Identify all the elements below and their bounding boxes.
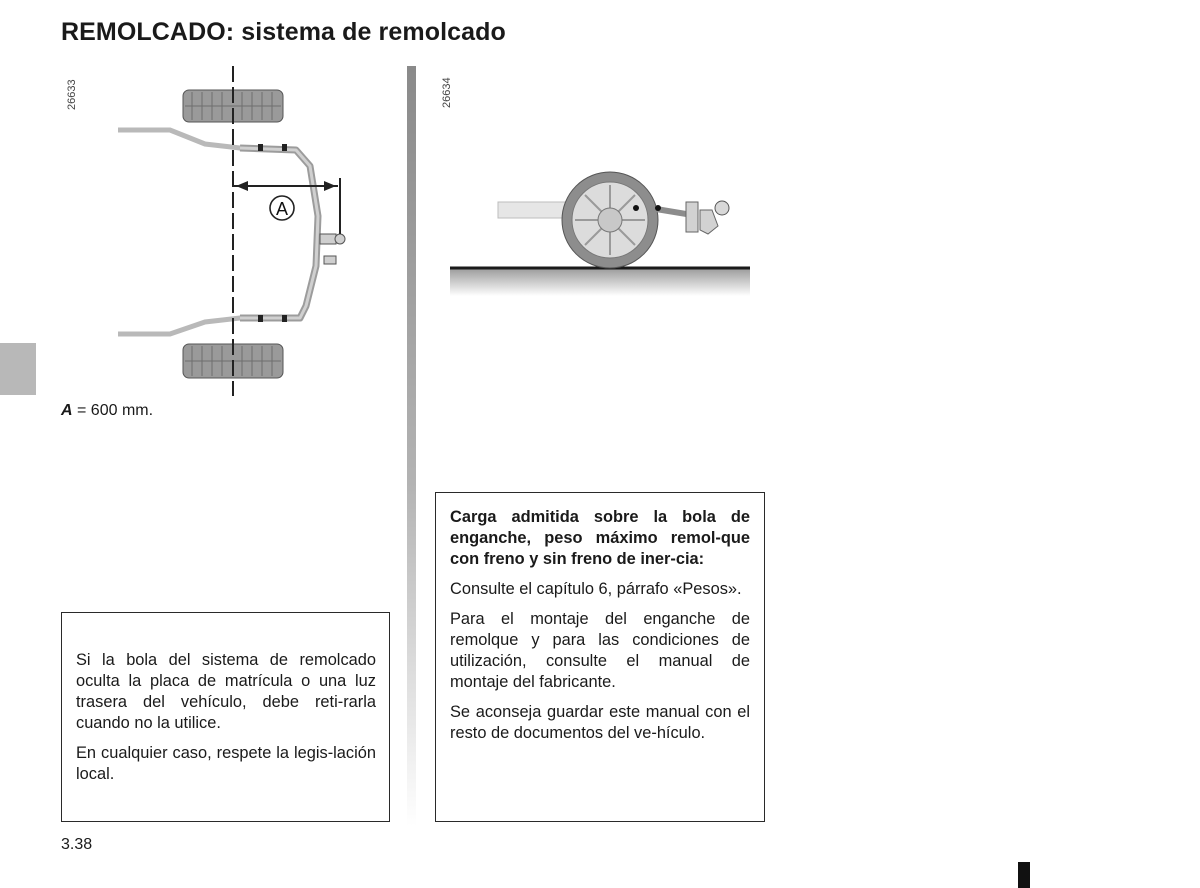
dimension-note xyxy=(61,402,153,420)
info-paragraph: Para el montaje del enganche de remolque y para las condiciones de utilización, consulte el manual de montaje del fabricante. xyxy=(450,610,750,691)
callout-a-label: A xyxy=(275,199,289,219)
tow-bar-top-view-diagram xyxy=(110,66,370,396)
info-paragraph: Consulte el capítulo 6, párrafo «Pesos». xyxy=(450,580,742,598)
info-box-towing-loads xyxy=(435,492,765,822)
page-title: REMOLCADO: sistema de remolcado xyxy=(61,18,506,46)
page-edge-marker xyxy=(1018,862,1030,888)
page-number: 3.38 xyxy=(61,836,93,853)
figure-code-26633: 26633 xyxy=(66,79,78,110)
wheel-icon xyxy=(562,172,658,268)
info-box-tow-ball-removal xyxy=(61,612,390,822)
dimension-label: A xyxy=(61,402,73,419)
info-box-heading: Carga admitida sobre la bola de enganche, peso máximo remol-que con freno y sin freno de iner-cia: xyxy=(450,508,750,568)
tow-ball-side-view-diagram xyxy=(450,150,760,310)
info-paragraph: Si la bola del sistema de remolcado oculta la placa de matrícula o una luz trasera del vehículo, debe reti-rarla cuando no la utilice. xyxy=(76,651,376,732)
dimension-value: = 600 mm. xyxy=(72,402,154,419)
info-paragraph: En cualquier caso, respete la legis-lación local. xyxy=(76,744,376,783)
chapter-side-tab xyxy=(0,343,36,395)
figure-code-26634: 26634 xyxy=(441,77,453,108)
info-paragraph: Se aconseja guardar este manual con el resto de documentos del ve-hículo. xyxy=(450,703,750,742)
column-divider xyxy=(407,66,416,826)
